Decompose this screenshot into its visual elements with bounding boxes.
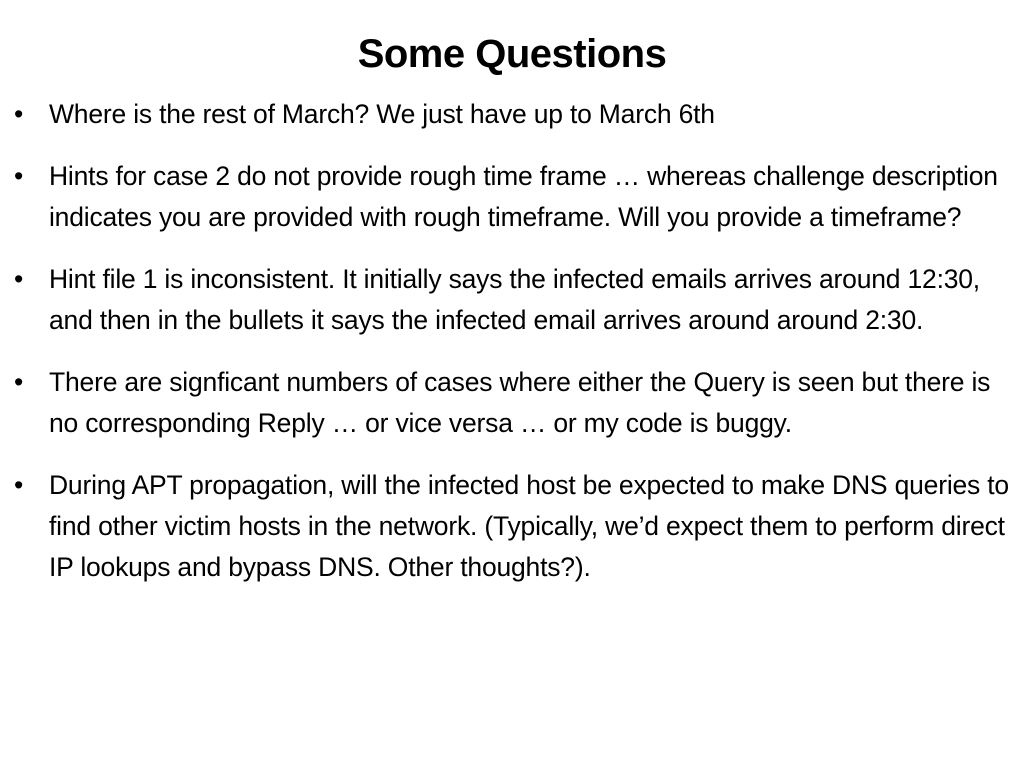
bullet-text: Where is the rest of March? We just have up to March 6th [49, 99, 715, 129]
bullet-item-3 [0, 259, 1024, 341]
slide-title: Some Questions [357, 32, 667, 76]
bullet-icon: • [14, 99, 24, 129]
bullet-item-4 [0, 362, 1024, 444]
bullet-text: There are signficant numbers of cases where either the Query is seen but there is no corresponding Reply … or vice versa … or my code is buggy. [49, 367, 991, 438]
bullet-item-1 [0, 94, 1024, 135]
bullet-text: Hint file 1 is inconsistent. It initially says the infected emails arrives around 12:30, and then in the bullets it says the infected email arrives around around 2:30. [49, 264, 980, 335]
bullet-icon: • [14, 264, 24, 294]
bullet-item-5 [0, 465, 1024, 588]
bullet-icon: • [14, 367, 24, 397]
bullet-text: During APT propagation, will the infected host be expected to make DNS queries to find other victim hosts in the network. (Typically, we’d expect them to perform direct IP lookups and bypass DNS. Other thoughts?). [49, 470, 1009, 582]
bullet-icon: • [14, 470, 24, 500]
bullet-text: Hints for case 2 do not provide rough time frame … whereas challenge description indicates you are provided with rough timeframe. Will you provide a timeframe? [49, 161, 998, 232]
bullet-list [0, 94, 1024, 609]
bullet-icon: • [14, 161, 24, 191]
bullet-item-2 [0, 156, 1024, 238]
